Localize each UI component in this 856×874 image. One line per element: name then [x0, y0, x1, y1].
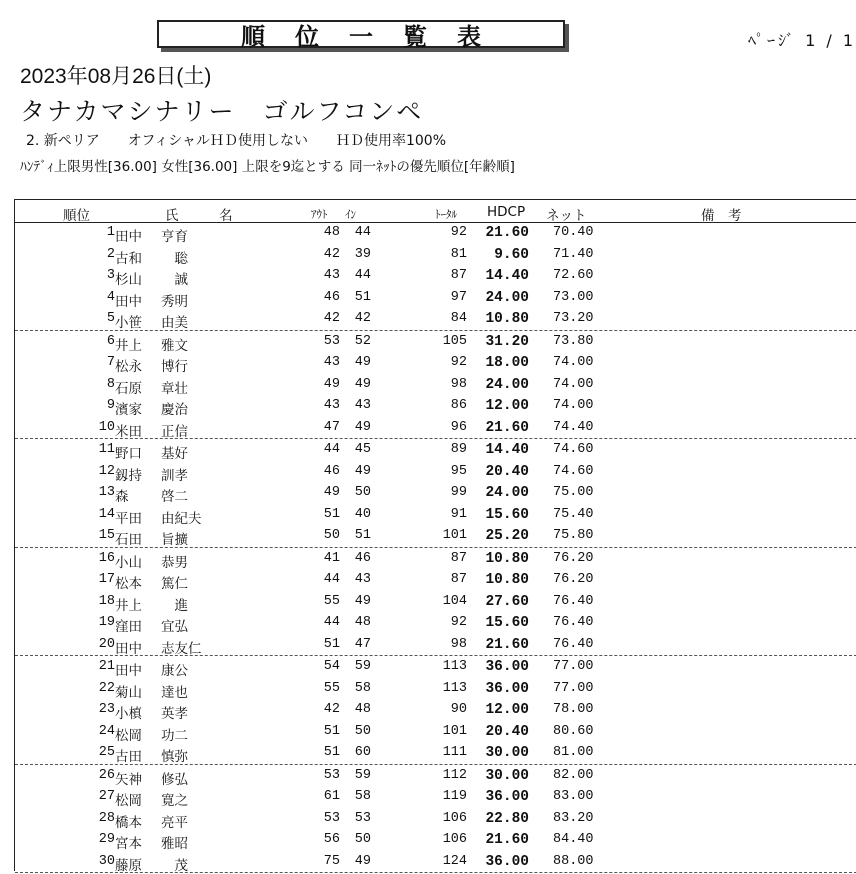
header-net: ネット: [546, 208, 587, 224]
cell-out: 53: [323, 333, 340, 349]
cell-hdcp: 36.00: [485, 659, 529, 675]
cell-net: 74.40: [553, 419, 594, 435]
table-row: [15, 439, 856, 461]
cell-given: 宜弘: [161, 619, 188, 635]
cell-total: 101: [442, 723, 467, 739]
cell-family: 石原: [115, 380, 142, 397]
cell-net: 76.20: [553, 550, 594, 566]
cell-family: 古田: [115, 749, 142, 765]
header-hdcp: HDCP: [487, 204, 526, 220]
cell-out: 46: [323, 463, 340, 479]
table-row: [15, 548, 856, 570]
cell-hdcp: 25.20: [485, 528, 529, 544]
cell-out: 48: [323, 225, 340, 240]
cell-rank: 23: [98, 702, 115, 717]
cell-total: 95: [450, 463, 467, 479]
cell-family: 藤原: [115, 857, 142, 874]
header-out: ｱｳﾄ: [311, 208, 328, 221]
cell-net: 83.00: [553, 789, 594, 804]
cell-net: 73.20: [553, 311, 594, 326]
cell-net: 88.00: [553, 853, 594, 869]
cell-hdcp: 9.60: [494, 246, 529, 263]
cell-net: 75.00: [553, 485, 594, 500]
cell-rank: 24: [98, 723, 115, 739]
cell-out: 54: [323, 659, 340, 674]
table-row: [15, 765, 856, 787]
cell-hdcp: 14.40: [485, 268, 529, 284]
header-rank: 順位: [63, 208, 90, 224]
cell-total: 92: [450, 355, 467, 370]
cell-hdcp: 14.40: [485, 442, 529, 458]
cell-out: 42: [323, 311, 340, 326]
cell-family: 松本: [115, 576, 142, 592]
cell-hdcp: 18.00: [485, 355, 529, 371]
cell-in: 45: [354, 442, 371, 457]
cell-hdcp: 21.60: [485, 419, 529, 436]
cell-total: 89: [450, 442, 467, 457]
cell-hdcp: 15.60: [485, 615, 529, 631]
cell-out: 42: [323, 246, 340, 262]
cell-family: 平田: [115, 510, 142, 527]
cell-hdcp: 24.00: [485, 485, 529, 501]
cell-hdcp: 31.20: [485, 333, 529, 350]
cell-net: 73.00: [553, 289, 594, 305]
scoring-method: 2. 新ペリア オフィシャルＨＤ使用しない ＨＤ使用率100%: [26, 133, 447, 149]
cell-in: 49: [354, 853, 371, 869]
cell-in: 50: [354, 723, 371, 739]
cell-rank: 3: [106, 268, 115, 283]
cell-total: 105: [442, 333, 467, 349]
cell-in: 49: [354, 593, 371, 609]
cell-in: 50: [354, 485, 371, 500]
cell-net: 78.00: [553, 702, 594, 717]
table-row: [15, 308, 856, 331]
cell-total: 106: [442, 832, 467, 847]
cell-given: 聡: [161, 250, 188, 267]
cell-family: 古和: [115, 250, 142, 267]
cell-given: 恭男: [161, 554, 188, 571]
cell-hdcp: 30.00: [485, 767, 529, 784]
cell-in: 40: [354, 506, 371, 522]
table-row: [15, 417, 856, 440]
cell-out: 44: [323, 442, 340, 457]
cell-given: 英孝: [161, 706, 188, 722]
cell-rank: 8: [106, 376, 115, 392]
cell-hdcp: 36.00: [485, 853, 529, 870]
cell-family: 野口: [115, 446, 142, 462]
cell-family: 宮本: [115, 836, 142, 852]
cell-family: 菊山: [115, 684, 142, 701]
cell-in: 39: [354, 246, 371, 262]
cell-hdcp: 12.00: [485, 398, 529, 414]
table-row: [15, 374, 856, 396]
cell-out: 56: [323, 832, 340, 847]
cell-net: 75.40: [553, 506, 594, 522]
cell-given: 志友仁: [161, 640, 202, 657]
cell-given: 由紀夫: [161, 510, 202, 527]
cell-hdcp: 21.60: [485, 225, 529, 241]
cell-net: 74.60: [553, 442, 594, 457]
event-date: 2023年08月26日(土): [20, 65, 212, 88]
table-row: [15, 331, 856, 353]
cell-out: 53: [323, 767, 340, 783]
cell-hdcp: 36.00: [485, 680, 529, 697]
cell-in: 48: [354, 615, 371, 630]
cell-in: 51: [354, 528, 371, 543]
cell-out: 44: [323, 572, 340, 587]
cell-in: 43: [354, 572, 371, 587]
cell-total: 90: [450, 702, 467, 717]
table-row: [15, 721, 856, 743]
cell-family: 小山: [115, 554, 142, 571]
cell-in: 48: [354, 702, 371, 717]
cell-in: 46: [354, 550, 371, 566]
cell-family: 森: [115, 489, 129, 505]
table-row: [15, 287, 856, 309]
cell-family: 田中: [115, 640, 142, 657]
cell-out: 47: [323, 419, 340, 435]
cell-net: 70.40: [553, 225, 594, 240]
cell-rank: 20: [98, 636, 115, 652]
cell-given: 茂: [161, 857, 188, 874]
table-row: [15, 808, 856, 830]
cell-net: 76.40: [553, 636, 594, 652]
table-row: [15, 656, 856, 678]
cell-given: 雅昭: [161, 836, 188, 852]
table-row: [15, 244, 856, 266]
cell-rank: 22: [98, 680, 115, 696]
cell-out: 46: [323, 289, 340, 305]
cell-in: 49: [354, 355, 371, 370]
cell-in: 51: [354, 289, 371, 305]
cell-family: 田中: [115, 663, 142, 679]
cell-in: 59: [354, 767, 371, 783]
cell-total: 92: [450, 225, 467, 240]
cell-in: 43: [354, 398, 371, 413]
cell-given: 秀明: [161, 293, 188, 310]
cell-family: 米田: [115, 423, 142, 440]
header-total: ﾄｰﾀﾙ: [435, 208, 457, 221]
cell-in: 49: [354, 463, 371, 479]
cell-net: 77.00: [553, 680, 594, 696]
cell-rank: 1: [106, 225, 115, 240]
cell-family: 矢神: [115, 771, 142, 788]
cell-family: 田中: [115, 229, 142, 245]
cell-hdcp: 10.80: [485, 311, 529, 327]
cell-in: 53: [354, 810, 371, 826]
cell-in: 44: [354, 268, 371, 283]
cell-family: 井上: [115, 597, 142, 614]
event-name: タナカマシナリー ゴルフコンペ: [20, 97, 424, 126]
cell-rank: 17: [98, 572, 115, 587]
cell-given: 正信: [161, 423, 188, 440]
cell-net: 76.40: [553, 593, 594, 609]
table-body: [15, 222, 856, 873]
cell-net: 80.60: [553, 723, 594, 739]
cell-rank: 26: [98, 767, 115, 783]
cell-family: 松岡: [115, 727, 142, 744]
cell-in: 59: [354, 659, 371, 674]
cell-given: 康公: [161, 663, 188, 679]
cell-out: 43: [323, 268, 340, 283]
cell-out: 55: [323, 593, 340, 609]
cell-rank: 28: [98, 810, 115, 826]
table-row: [15, 265, 856, 287]
cell-family: 橋本: [115, 814, 142, 831]
cell-given: 由美: [161, 315, 188, 331]
cell-rank: 4: [106, 289, 115, 305]
cell-given: 啓二: [161, 489, 188, 505]
cell-out: 50: [323, 528, 340, 543]
cell-out: 43: [323, 398, 340, 413]
cell-in: 47: [354, 636, 371, 652]
cell-family: 杉山: [115, 272, 142, 288]
document-title: [157, 20, 565, 51]
table-row: [15, 482, 856, 504]
cell-rank: 9: [106, 398, 115, 413]
cell-hdcp: 10.80: [485, 572, 529, 588]
document-title-text: 順位一覧表: [241, 22, 511, 51]
cell-hdcp: 21.60: [485, 832, 529, 848]
cell-hdcp: 24.00: [485, 376, 529, 393]
cell-hdcp: 20.40: [485, 463, 529, 480]
cell-given: 達也: [161, 684, 188, 701]
cell-rank: 15: [98, 528, 115, 543]
table-row: [15, 352, 856, 374]
cell-total: 113: [442, 680, 467, 696]
cell-family: 小笹: [115, 315, 142, 331]
cell-hdcp: 20.40: [485, 723, 529, 740]
cell-in: 44: [354, 225, 371, 240]
table-row: [15, 591, 856, 613]
table-row: [15, 222, 856, 244]
cell-family: 濱家: [115, 402, 142, 418]
cell-in: 49: [354, 419, 371, 435]
cell-rank: 30: [98, 853, 115, 869]
cell-given: 訓孝: [161, 467, 188, 484]
ranking-table: [14, 199, 856, 874]
cell-rank: 13: [98, 485, 115, 500]
cell-rank: 21: [98, 659, 115, 674]
cell-hdcp: 12.00: [485, 702, 529, 718]
cell-total: 98: [450, 376, 467, 392]
header-remarks: 備 考: [701, 208, 742, 224]
table-row: [15, 569, 856, 591]
cell-out: 51: [323, 723, 340, 739]
cell-in: 50: [354, 832, 371, 847]
cell-family: 石田: [115, 532, 142, 548]
cell-net: 81.00: [553, 745, 594, 760]
cell-rank: 2: [106, 246, 115, 262]
cell-hdcp: 15.60: [485, 506, 529, 523]
cell-given: 慶治: [161, 402, 188, 418]
cell-total: 99: [450, 485, 467, 500]
cell-family: 松岡: [115, 793, 142, 809]
header-name: 氏 名: [165, 208, 233, 224]
cell-rank: 7: [106, 355, 115, 370]
cell-given: 寛之: [161, 793, 188, 809]
cell-total: 86: [450, 398, 467, 413]
cell-family: 釼持: [115, 467, 142, 484]
cell-rank: 6: [106, 333, 115, 349]
cell-total: 81: [450, 246, 467, 262]
cell-given: 基好: [161, 446, 188, 462]
table-row: [15, 699, 856, 721]
cell-out: 53: [323, 810, 340, 826]
cell-net: 74.60: [553, 463, 594, 479]
cell-rank: 10: [98, 419, 115, 435]
cell-given: 慎弥: [161, 749, 188, 765]
cell-total: 113: [442, 659, 467, 674]
header-in: ｲﾝ: [345, 208, 356, 221]
cell-in: 42: [354, 311, 371, 326]
cell-in: 49: [354, 376, 371, 392]
cell-net: 77.00: [553, 659, 594, 674]
table-row: [15, 504, 856, 526]
cell-in: 52: [354, 333, 371, 349]
cell-net: 73.80: [553, 333, 594, 349]
table-row: [15, 742, 856, 765]
cell-out: 41: [323, 550, 340, 566]
cell-rank: 18: [98, 593, 115, 609]
cell-rank: 16: [98, 550, 115, 566]
cell-total: 106: [442, 810, 467, 826]
cell-net: 76.40: [553, 615, 594, 630]
cell-given: 章壮: [161, 380, 188, 397]
cell-out: 51: [323, 745, 340, 760]
cell-out: 42: [323, 702, 340, 717]
cell-net: 83.20: [553, 810, 594, 826]
cell-net: 75.80: [553, 528, 594, 543]
cell-total: 119: [442, 789, 467, 804]
table-row: [15, 829, 856, 851]
table-row: [15, 678, 856, 700]
cell-net: 74.00: [553, 398, 594, 413]
cell-total: 87: [450, 572, 467, 587]
cell-rank: 11: [98, 442, 115, 457]
cell-net: 71.40: [553, 246, 594, 262]
cell-out: 75: [323, 853, 340, 869]
cell-out: 61: [323, 789, 340, 804]
cell-out: 51: [323, 506, 340, 522]
cell-total: 98: [450, 636, 467, 652]
table-row: [15, 525, 856, 548]
cell-rank: 5: [106, 311, 115, 326]
cell-net: 72.60: [553, 268, 594, 283]
cell-total: 101: [442, 528, 467, 543]
cell-out: 49: [323, 485, 340, 500]
table-row: [15, 461, 856, 483]
table-row: [15, 634, 856, 657]
cell-rank: 12: [98, 463, 115, 479]
cell-given: 亮平: [161, 814, 188, 831]
cell-total: 104: [442, 593, 467, 609]
cell-given: 旨擴: [161, 532, 188, 548]
cell-hdcp: 21.60: [485, 636, 529, 653]
cell-out: 44: [323, 615, 340, 630]
cell-given: 進: [161, 597, 188, 614]
cell-out: 49: [323, 376, 340, 392]
cell-family: 小槙: [115, 706, 142, 722]
cell-hdcp: 30.00: [485, 745, 529, 761]
table-row: [15, 395, 856, 417]
cell-total: 97: [450, 289, 467, 305]
cell-in: 58: [354, 789, 371, 804]
cell-net: 74.00: [553, 376, 594, 392]
cell-hdcp: 22.80: [485, 810, 529, 827]
cell-family: 井上: [115, 337, 142, 354]
cell-family: 松永: [115, 359, 142, 375]
cell-hdcp: 10.80: [485, 550, 529, 567]
cell-total: 124: [442, 853, 467, 869]
cell-total: 84: [450, 311, 467, 326]
cell-total: 112: [442, 767, 467, 783]
cell-rank: 14: [98, 506, 115, 522]
cell-total: 91: [450, 506, 467, 522]
cell-rank: 19: [98, 615, 115, 630]
cell-total: 96: [450, 419, 467, 435]
cell-hdcp: 27.60: [485, 593, 529, 610]
cell-family: 窪田: [115, 619, 142, 635]
cell-in: 58: [354, 680, 371, 696]
cell-hdcp: 36.00: [485, 789, 529, 805]
handicap-conditions: ﾊﾝﾃﾞｨ上限男性[36.00] 女性[36.00] 上限を9迄とする 同一ﾈｯﾄの優先順位[年齢順]: [20, 159, 515, 175]
cell-given: 誠: [161, 272, 188, 288]
cell-hdcp: 24.00: [485, 289, 529, 306]
cell-given: 雅文: [161, 337, 188, 354]
cell-rank: 27: [98, 789, 115, 804]
cell-net: 82.00: [553, 767, 594, 783]
page-number: ﾍﾟｰｼﾞ 1 / 1: [748, 31, 856, 50]
cell-given: 篤仁: [161, 576, 188, 592]
cell-rank: 29: [98, 832, 115, 847]
cell-rank: 25: [98, 745, 115, 760]
cell-out: 51: [323, 636, 340, 652]
cell-given: 亨育: [161, 229, 188, 245]
table-row: [15, 786, 856, 808]
cell-given: 博行: [161, 359, 188, 375]
cell-out: 55: [323, 680, 340, 696]
cell-out: 43: [323, 355, 340, 370]
cell-given: 修弘: [161, 771, 188, 788]
cell-net: 76.20: [553, 572, 594, 587]
cell-in: 60: [354, 745, 371, 760]
cell-total: 87: [450, 550, 467, 566]
cell-total: 87: [450, 268, 467, 283]
table-header: [15, 200, 856, 223]
cell-total: 111: [442, 745, 467, 760]
cell-net: 74.00: [553, 355, 594, 370]
cell-total: 92: [450, 615, 467, 630]
cell-family: 田中: [115, 293, 142, 310]
cell-net: 84.40: [553, 832, 594, 847]
cell-given: 功二: [161, 727, 188, 744]
table-row: [15, 612, 856, 634]
